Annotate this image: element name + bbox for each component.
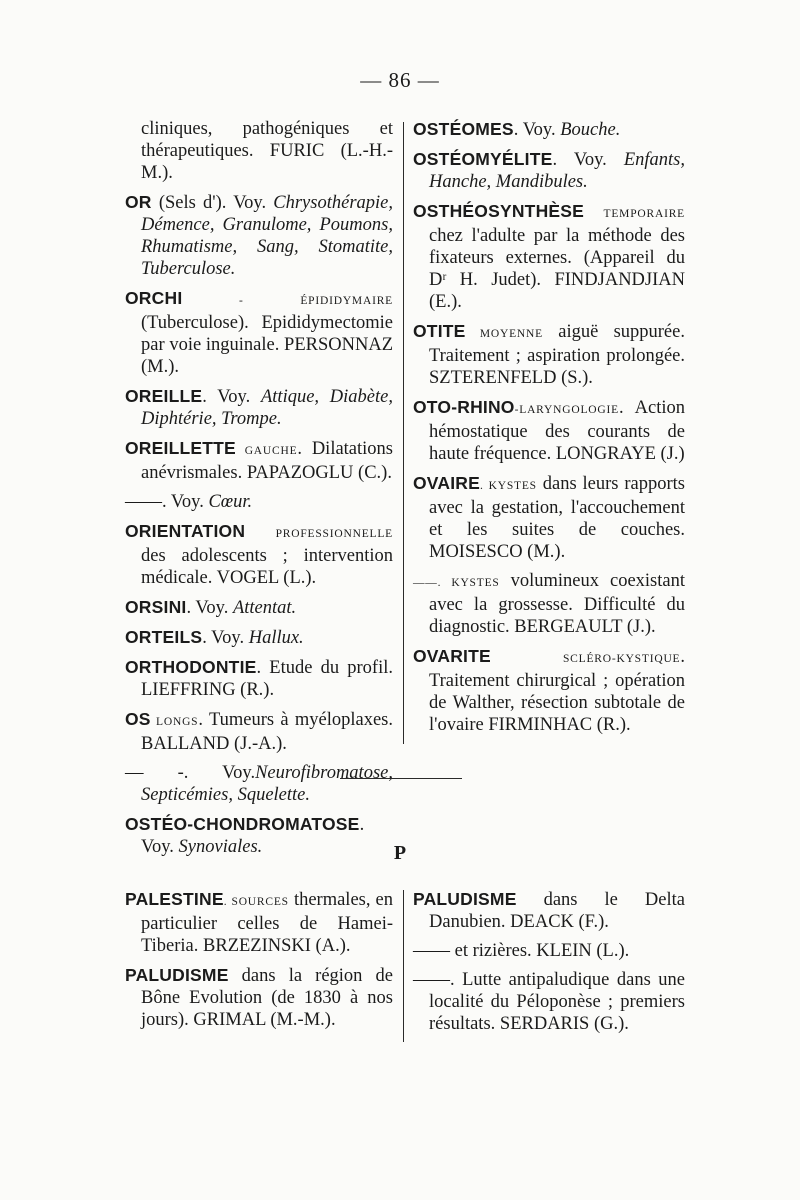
upper-right-column xyxy=(413,118,685,743)
lower-left-column xyxy=(125,888,393,1038)
entry-headword: ORTHODONTIE xyxy=(125,657,257,677)
index-entry xyxy=(413,148,685,193)
page-number: — 86 — xyxy=(360,68,440,92)
entry-headword: OSTHÉOSYNTHÈSE xyxy=(413,201,585,221)
entry-headword: OSTÉOMES xyxy=(413,119,514,139)
entry-text: — -. Voy. xyxy=(125,763,256,783)
index-entry xyxy=(413,396,685,465)
index-entry xyxy=(125,626,393,649)
entry-text: . Voy. xyxy=(552,150,624,170)
index-entry xyxy=(413,570,685,638)
cross-reference: Bouche. xyxy=(560,120,621,140)
entry-text: chez l'adulte par la méthode des fixateurs externes. (Appareil du Dʳ H. Judet). FINDJANDJIAN (E.). xyxy=(429,226,685,312)
entry-qualifier: PROFESSIONNELLE xyxy=(245,528,393,540)
entry-headword: ORIENTATION xyxy=(125,521,246,541)
cross-reference: Synoviales. xyxy=(178,837,263,857)
index-entry xyxy=(125,385,393,430)
index-entry xyxy=(413,645,685,736)
entry-qualifier: MOYENNE xyxy=(465,328,543,340)
entry-text: (Sels d'). Voy. xyxy=(151,193,274,213)
index-entry xyxy=(125,118,393,184)
entry-headword: OVARITE xyxy=(413,646,491,666)
entry-qualifier: SCLÉRO-KYSTIQUE xyxy=(490,653,681,665)
entry-text: . Voy. xyxy=(186,598,233,618)
entry-qualifier: - ÉPIDIDYMAIRE xyxy=(182,295,393,307)
entry-text: ——. Lutte antipaludique dans une localité du Péloponèse ; premiers résultats. SERDARIS (G.). xyxy=(413,970,685,1034)
index-entry xyxy=(413,472,685,563)
entry-qualifier: GAUCHE xyxy=(235,445,298,457)
entry-text: dans le Delta Danubien. DEACK (F.). xyxy=(429,890,685,932)
entry-text: thermales, en particulier celles de Hamei-Tiberia. BRZEZINSKI (A.). xyxy=(141,890,393,956)
cross-reference: Attentat. xyxy=(232,598,297,618)
index-entry xyxy=(125,762,393,806)
entry-qualifier: -LARYNGOLOGIE xyxy=(514,404,619,416)
entry-headword: OREILLE xyxy=(125,386,203,406)
entry-headword: PALUDISME xyxy=(413,889,517,909)
entry-text: —— et rizières. KLEIN (L.). xyxy=(413,941,630,961)
cross-reference: Cœur. xyxy=(208,492,253,512)
index-entry xyxy=(125,437,393,484)
entry-text: . Voy. xyxy=(202,628,249,648)
entry-text: ——. Voy. xyxy=(125,492,209,512)
entry-text: des adolescents ; intervention médicale. VOGEL (L.). xyxy=(141,546,393,588)
index-entry xyxy=(413,118,685,141)
index-entry xyxy=(125,596,393,619)
entry-text: . Voy. xyxy=(513,120,561,140)
entry-text: cliniques, pathogéniques et thérapeutiques. FURIC (L.-H.-M.). xyxy=(141,119,393,183)
entry-text: . Voy. xyxy=(202,387,261,407)
entry-qualifier: LONGS xyxy=(150,716,199,728)
index-entry xyxy=(125,888,393,957)
entry-headword: OS xyxy=(125,709,151,729)
index-entry xyxy=(413,969,685,1035)
entry-qualifier: . KYSTES xyxy=(480,480,537,492)
entry-headword: PALESTINE xyxy=(125,889,224,909)
entry-headword: ORCHI xyxy=(125,288,183,308)
entry-headword: OR xyxy=(125,192,152,212)
lower-right-column xyxy=(413,888,685,1042)
entry-headword: ORTEILS xyxy=(125,627,203,647)
cross-reference: Attique, Diabète, Diphtérie, Trompe. xyxy=(141,387,393,429)
index-entry xyxy=(413,940,685,962)
index-entry xyxy=(125,287,393,378)
entry-headword: OREILLETTE xyxy=(125,438,236,458)
entry-qualifier: . SOURCES xyxy=(223,896,289,908)
index-entry xyxy=(125,708,393,755)
entry-text: . Traitement chirurgical ; opération de Walther, résection subtotale de l'ovaire FIRMINHAC (R.). xyxy=(429,647,685,735)
entry-text: . Voy. xyxy=(141,815,365,857)
cross-reference: Hallux. xyxy=(248,628,304,648)
column-divider xyxy=(403,890,404,1042)
entry-text: dans la région de Bône Evolution (de 1830 à nos jours). GRIMAL (M.-M.). xyxy=(141,966,393,1030)
entry-qualifier: TEMPORAIRE xyxy=(584,208,685,220)
entry-headword: ORSINI xyxy=(125,597,187,617)
entry-text: . Etude du profil. LIEFFRING (R.). xyxy=(141,658,393,700)
entry-headword: PALUDISME xyxy=(125,965,229,985)
section-letter: P xyxy=(393,842,407,864)
index-entry xyxy=(413,888,685,933)
column-divider xyxy=(403,122,404,744)
entry-qualifier: ——. KYSTES xyxy=(413,577,500,589)
entry-text: dans leurs rapports avec la gestation, l'accouchement et les suites de couches. MOISESCO (M.). xyxy=(429,474,685,562)
index-entry xyxy=(413,200,685,313)
entry-text: . Dilatations anévrismales. PAPAZOGLU (C.). xyxy=(141,439,393,483)
index-entry xyxy=(125,656,393,701)
entry-headword: OTITE xyxy=(413,321,466,341)
cross-reference: Enfants, Hanche, Mandibules. xyxy=(429,150,685,192)
entry-text: (Tuberculose). Epididymectomie par voie inguinale. PERSONNAZ (M.). xyxy=(141,313,393,377)
entry-text: . Action hémostatique des courants de haute fréquence. LONGRAYE (J.) xyxy=(429,398,685,464)
entry-headword: OVAIRE xyxy=(413,473,480,493)
index-entry xyxy=(125,520,393,589)
index-entry xyxy=(125,491,393,513)
entry-text: volumineux coexistant avec la grossesse. Difficulté du diagnostic. BERGEAULT (J.). xyxy=(429,571,685,637)
index-entry xyxy=(125,964,393,1031)
entry-headword: OTO-RHINO xyxy=(413,397,515,417)
upper-left-column xyxy=(125,118,393,865)
cross-reference: Neurofibromatose, Septicémies, Squelette. xyxy=(141,763,393,805)
index-entry xyxy=(413,320,685,389)
index-entry xyxy=(125,191,393,280)
entry-text: . Tumeurs à myéloplaxes. BALLAND (J.-A.). xyxy=(141,710,393,754)
entry-text: aiguë suppurée. Traitement ; aspiration prolongée. SZTERENFELD (S.). xyxy=(429,322,685,388)
section-separator xyxy=(340,778,462,779)
cross-reference: Chrysothérapie, Démence, Granulome, Poumons, Rhumatisme, Sang, Stomatite, Tuberculose. xyxy=(141,193,393,279)
entry-headword: OSTÉO-CHONDROMATOSE xyxy=(125,814,360,834)
entry-headword: OSTÉOMYÉLITE xyxy=(413,149,553,169)
